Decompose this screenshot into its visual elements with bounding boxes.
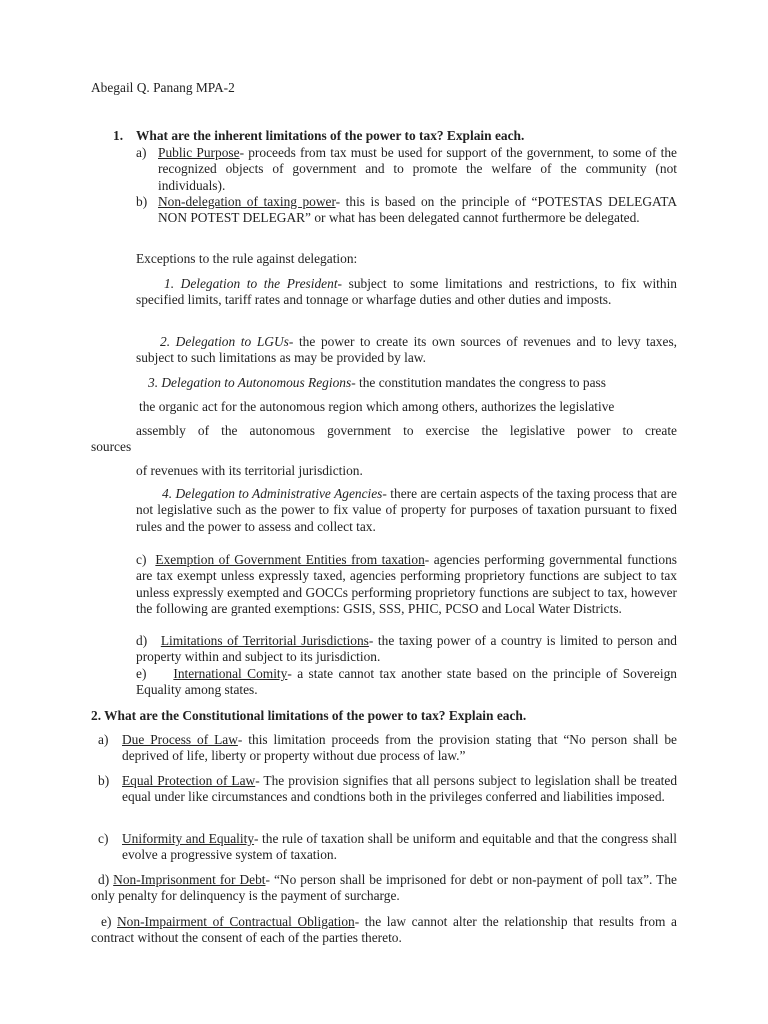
q2-item-b [122, 773, 677, 806]
q2-item-c-title: Uniformity and Equality [122, 831, 255, 846]
q2-item-e-title: Non-Impairment of Contractual Obligation [117, 914, 355, 929]
exception-2-title: 2. Delegation to LGUs [160, 334, 289, 349]
exception-1-text: - subject to some limitations and restrictions, to fix within specified limits, tariff rates and tonnage or wharfage duties and other duties and imposts. [136, 276, 677, 308]
q1-item-c-marker: c) [136, 552, 147, 567]
q1-question: What are the inherent limitations of the power to tax? Explain each. [136, 128, 525, 143]
q1-item-a [158, 145, 677, 194]
q2-item-d [91, 872, 677, 905]
exception-4-title: 4. Delegation to Administrative Agencies [162, 486, 383, 501]
exception-2 [136, 334, 677, 367]
q1-item-a-text: - proceeds from tax must be used for support of the government, to some of the recognized objects of government and to promote the welfare of the community (not individuals). [158, 145, 677, 193]
q2-item-b-marker: b) [98, 773, 110, 788]
q2-item-e-text: - the law cannot alter the relationship that results from a contract without the consent of each of the parties thereto. [91, 914, 677, 946]
q2-question: 2. What are the Constitutional limitations of the power to tax? Explain each. [91, 708, 527, 723]
q1-item-c-text: - agencies performing governmental functions are tax exempt unless expressly taxed, agencies performing proprietory functions are subject to tax unless expressly exempted and GOCCs performing proprietory functions are subject to tax, however the following are granted exemptions: GSIS, SSS, PHIC, PCSO and Local Water Districts. [136, 552, 677, 617]
q2-item-a-title: Due Process of Law [122, 732, 238, 747]
q1-item-d [136, 633, 677, 666]
q1-item-e-text: - a state cannot tax another state based on the principle of Sovereign Equality among states. [136, 666, 677, 698]
exception-4 [136, 486, 677, 535]
exception-3-title: 3. Delegation to Autonomous Regions [148, 375, 352, 390]
q2-item-b-title: Equal Protection of Law [122, 773, 256, 788]
exception-3-cont1: the organic act for the autonomous region which among others, authorizes the legislative [139, 399, 615, 414]
q1-number: 1. [113, 128, 124, 143]
q2-item-a-marker: a) [98, 732, 109, 747]
q2-item-e [91, 914, 677, 947]
q1-item-c-title: Exemption of Government Entities from taxation [155, 552, 425, 567]
q1-item-d-title: Limitations of Territorial Jurisdictions [160, 633, 369, 648]
exception-3-cont4: of revenues with its territorial jurisdiction. [136, 463, 363, 478]
q2-item-e-marker: e) [101, 914, 112, 929]
q2-item-d-title: Non-Imprisonment for Debt [113, 872, 266, 887]
q1-item-a-title: Public Purpose [158, 145, 240, 160]
q2-item-d-text: - “No person shall be imprisoned for debt or non-payment of poll tax”. The only penalty for delinquency is the payment of surcharge. [91, 872, 677, 904]
q1-item-a-marker: a) [136, 145, 147, 160]
q1-item-b-text: - this is based on the principle of “POTESTAS DELEGATA NON POTEST DELEGAR” or what has been delegated cannot furthermore be delegated. [158, 194, 677, 226]
exception-2-text: - the power to create its own sources of revenues and to levy taxes, subject to such limitations as may be provided by law. [136, 334, 678, 366]
q1-item-e [136, 666, 677, 699]
q2-item-c [122, 831, 677, 864]
q2-item-a-text: - this limitation proceeds from the provision stating that “No person shall be deprived of life, liberty or property without due process of law.” [122, 732, 677, 764]
exceptions-intro: Exceptions to the rule against delegation: [136, 251, 358, 266]
q1-item-c [136, 552, 677, 618]
exception-1 [136, 276, 677, 309]
q2-item-b-text: - The provision signifies that all persons subject to legislation shall be treated equal under like circumstances and condtions both in the privileges conferred and liabilities imposed. [122, 773, 678, 805]
exception-3-cont3: sources [91, 439, 132, 454]
exception-4-text: - there are certain aspects of the taxing process that are not legislative such as the power to fix value of property for purposes of taxation pursuant to fixed rules and the power to assess and collect tax. [136, 486, 677, 534]
author-line: Abegail Q. Panang MPA-2 [91, 80, 235, 95]
q2-item-c-marker: c) [98, 831, 109, 846]
q1-item-e-title: International Comity [173, 666, 288, 681]
q1-item-d-text: - the taxing power of a country is limited to person and property within and subject to its jurisdiction. [136, 633, 678, 665]
exception-3-text: - the constitution mandates the congress to pass [351, 375, 606, 390]
q1-item-e-marker: e) [136, 666, 147, 681]
q2-item-d-marker: d) [98, 872, 110, 887]
q2-item-c-text: - the rule of taxation shall be uniform and equitable and that the congress shall evolve a progressive system of taxation. [122, 831, 677, 863]
q1-item-d-marker: d) [136, 633, 148, 648]
exception-1-title: 1. Delegation to the President [164, 276, 338, 291]
q1-item-b-marker: b) [136, 194, 148, 209]
exception-3-cont2: assembly of the autonomous government to exercise the legislative power to create [136, 423, 677, 438]
q1-item-b [158, 194, 677, 227]
q1-item-b-title: Non-delegation of taxing power [158, 194, 336, 209]
q2-item-a [122, 732, 677, 765]
exception-3 [148, 375, 606, 391]
